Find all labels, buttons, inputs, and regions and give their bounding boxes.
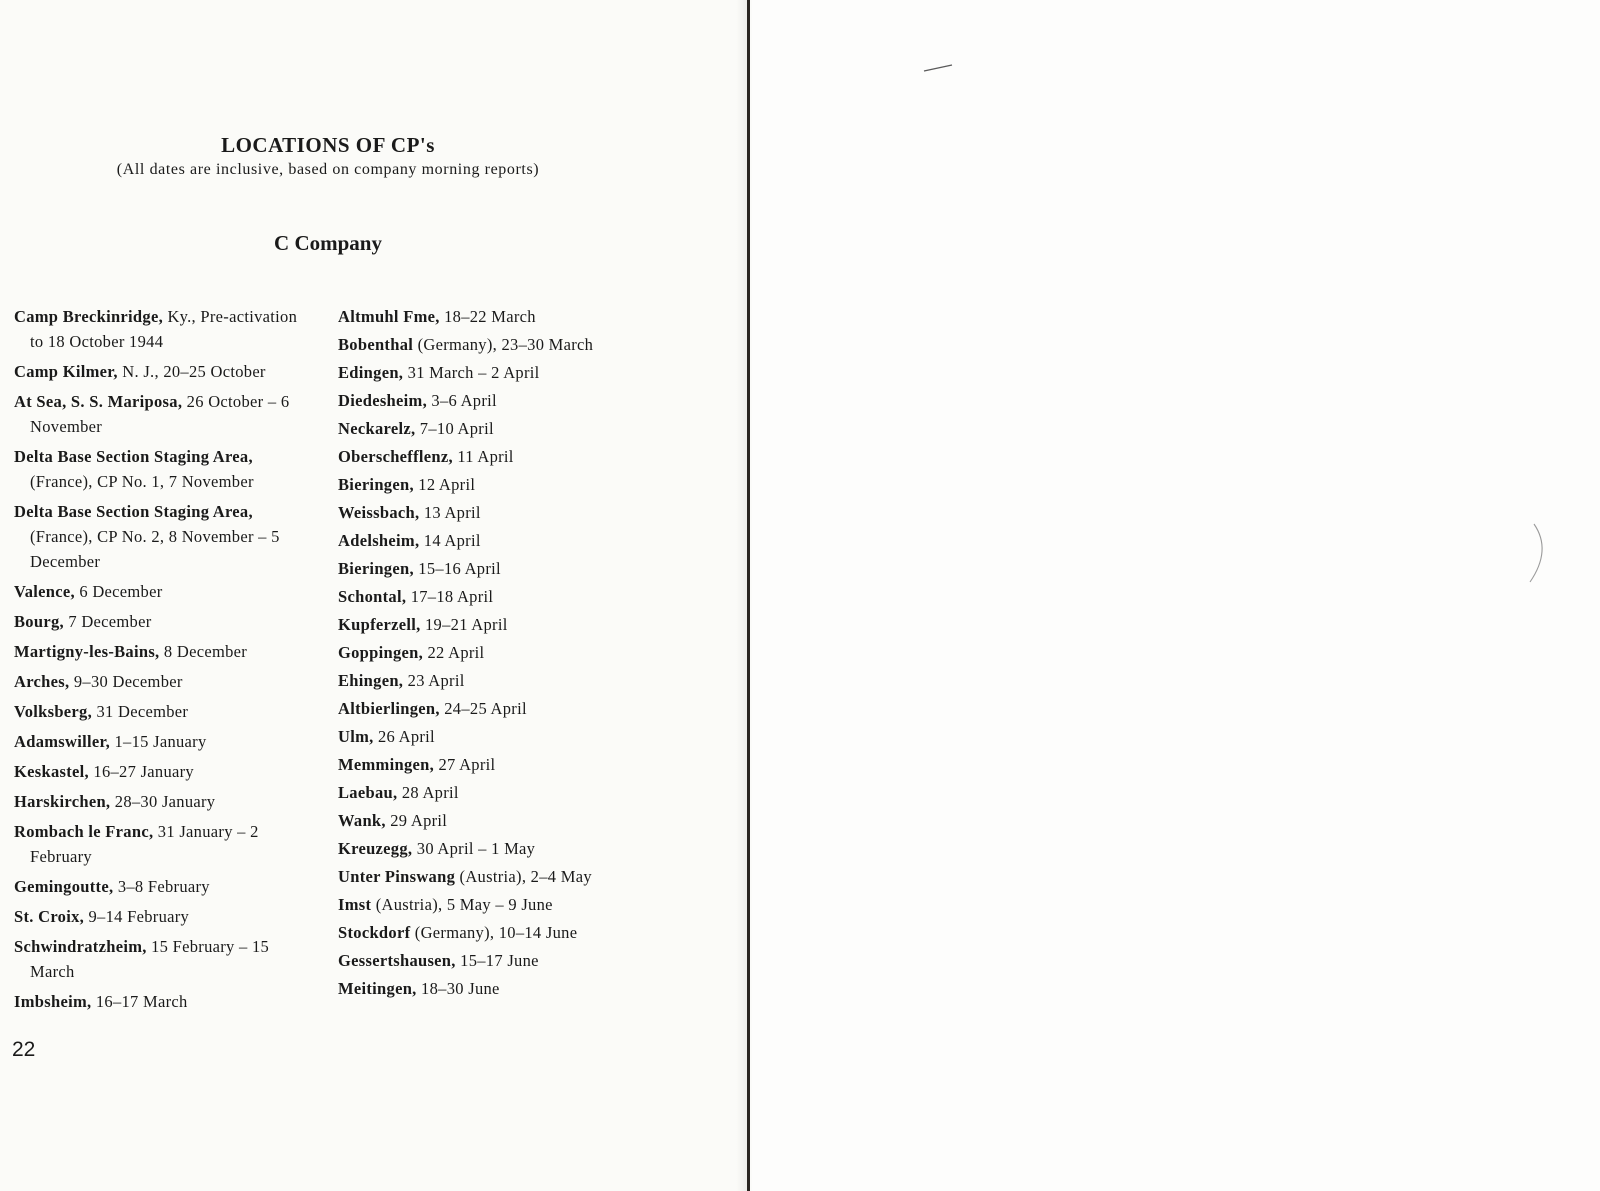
location-entry — [338, 864, 638, 889]
location-detail: 26 October – 6 November — [30, 392, 290, 436]
location-place: Ulm, — [338, 727, 374, 746]
location-detail: 30 April – 1 May — [412, 839, 536, 858]
location-place: Meitingen, — [338, 979, 417, 998]
location-detail: 28 April — [397, 783, 459, 802]
location-place: Kupferzell, — [338, 615, 421, 634]
location-place: Adelsheim, — [338, 531, 420, 550]
location-detail: (France), CP No. 2, 8 November – 5 December — [30, 527, 280, 571]
location-detail: 7 December — [63, 612, 152, 631]
location-entry — [14, 669, 314, 694]
location-place: Keskastel, — [14, 762, 89, 781]
location-entry — [338, 808, 638, 833]
location-place: Valence, — [14, 582, 75, 601]
location-entry — [14, 304, 314, 354]
location-place: Arches, — [14, 672, 70, 691]
location-place: Bieringen, — [338, 559, 414, 578]
location-entry — [14, 789, 314, 814]
location-entry — [14, 934, 314, 984]
location-entry — [14, 609, 314, 634]
location-entry — [338, 752, 638, 777]
company-heading: C Company — [274, 231, 382, 255]
location-place: Adamswiller, — [14, 732, 111, 751]
location-place: Altbierlingen, — [338, 699, 440, 718]
location-place: Martigny-les-Bains, — [14, 642, 160, 661]
location-place: Memmingen, — [338, 755, 435, 774]
location-entry — [338, 892, 638, 917]
location-place: Neckarelz, — [338, 419, 416, 438]
location-entry — [14, 389, 314, 439]
location-detail: 3–6 April — [427, 391, 497, 410]
location-detail: 31 December — [92, 702, 189, 721]
location-detail: 26 April — [373, 727, 435, 746]
location-place: Weissbach, — [338, 503, 420, 522]
location-place: Camp Kilmer, — [14, 362, 118, 381]
location-place: Imbsheim, — [14, 992, 92, 1011]
location-entry — [338, 304, 638, 329]
location-detail: (Austria), 5 May – 9 June — [371, 895, 553, 914]
location-entry — [338, 416, 638, 441]
location-detail: 28–30 January — [110, 792, 216, 811]
location-entry — [338, 780, 638, 805]
pencil-mark — [922, 60, 962, 76]
location-entry — [338, 612, 638, 637]
location-place: St. Croix, — [14, 907, 85, 926]
location-place: Volksberg, — [14, 702, 93, 721]
location-entry — [338, 332, 638, 357]
location-detail: 24–25 April — [439, 699, 527, 718]
location-entry — [14, 699, 314, 724]
page-subtitle: (All dates are inclusive, based on company morning reports) — [116, 161, 540, 178]
location-place: Gemingoutte, — [14, 877, 114, 896]
location-detail: 31 March – 2 April — [403, 363, 540, 382]
location-place: Kreuzegg, — [338, 839, 413, 858]
location-entry — [338, 696, 638, 721]
location-entry — [14, 874, 314, 899]
location-detail: 29 April — [385, 811, 448, 830]
location-detail: 16–27 January — [88, 762, 194, 781]
location-place: Bieringen, — [338, 475, 414, 494]
location-entry — [338, 500, 638, 525]
location-entry — [14, 359, 314, 384]
location-entry — [14, 499, 314, 574]
location-detail: 31 January – 2 February — [30, 822, 259, 866]
location-detail: 3–8 February — [113, 877, 210, 896]
location-place: Schwindratzheim, — [14, 937, 147, 956]
location-detail: (Germany), 10–14 June — [410, 923, 578, 942]
location-place: Unter Pinswang — [338, 867, 456, 886]
location-place: Camp Breckinridge, — [14, 307, 164, 326]
location-detail: (France), CP No. 1, 7 November — [30, 472, 254, 491]
location-detail: 8 December — [159, 642, 248, 661]
location-entry — [338, 640, 638, 665]
location-detail: 15–16 April — [413, 559, 501, 578]
page-title: LOCATIONS OF CP's — [221, 133, 435, 157]
location-entry — [338, 976, 638, 1001]
location-entry — [14, 759, 314, 784]
location-place: Wank, — [338, 811, 386, 830]
location-place: Schontal, — [338, 587, 407, 606]
location-entry — [338, 472, 638, 497]
location-place: Imst — [338, 895, 372, 914]
location-entry — [338, 668, 638, 693]
location-detail: N. J., 20–25 October — [117, 362, 266, 381]
location-entry — [338, 444, 638, 469]
location-place: Delta Base Section Staging Area, — [14, 447, 253, 466]
spine-shadow — [736, 0, 747, 1191]
location-entry — [14, 579, 314, 604]
location-entry — [338, 920, 638, 945]
right-page-blank — [752, 0, 1600, 1191]
location-place: Bourg, — [14, 612, 64, 631]
location-detail: 15 February – 15 March — [30, 937, 270, 981]
location-detail: (Austria), 2–4 May — [455, 867, 592, 886]
book-spine — [747, 0, 750, 1191]
paper-crease-mark — [1522, 520, 1562, 590]
location-entry — [338, 836, 638, 861]
page-number: 22 — [12, 1038, 36, 1061]
location-detail: 15–17 June — [455, 951, 539, 970]
location-entry — [338, 360, 638, 385]
location-place: Ehingen, — [338, 671, 404, 690]
location-detail: Ky., Pre-activation to 18 October 1944 — [30, 307, 298, 351]
location-place: Altmuhl Fme, — [338, 307, 440, 326]
location-place: Bobenthal — [338, 335, 414, 354]
location-place: Goppingen, — [338, 643, 424, 662]
location-detail: 27 April — [434, 755, 496, 774]
location-entry — [338, 584, 638, 609]
location-place: Harskirchen, — [14, 792, 111, 811]
location-detail: 18–30 June — [416, 979, 500, 998]
location-detail: 17–18 April — [406, 587, 494, 606]
location-detail: 16–17 March — [91, 992, 188, 1011]
location-detail: 11 April — [452, 447, 514, 466]
location-entry — [14, 639, 314, 664]
location-detail: 22 April — [423, 643, 485, 662]
locations-column-left — [14, 304, 314, 1019]
location-entry — [338, 388, 638, 413]
location-entry — [338, 724, 638, 749]
location-detail: 1–15 January — [110, 732, 207, 751]
location-place: Diedesheim, — [338, 391, 427, 410]
location-entry — [14, 989, 314, 1014]
location-detail: 19–21 April — [420, 615, 508, 634]
location-entry — [14, 729, 314, 754]
location-detail: 9–14 February — [84, 907, 190, 926]
location-entry — [338, 948, 638, 973]
location-detail: 14 April — [419, 531, 481, 550]
location-place: Oberschefflenz, — [338, 447, 453, 466]
location-detail: 6 December — [74, 582, 163, 601]
location-detail: 18–22 March — [439, 307, 536, 326]
location-entry — [14, 904, 314, 929]
location-entry — [14, 444, 314, 494]
location-place: Laebau, — [338, 783, 398, 802]
location-place: Gessertshausen, — [338, 951, 456, 970]
location-entry — [14, 819, 314, 869]
location-detail: 9–30 December — [69, 672, 183, 691]
location-place: Edingen, — [338, 363, 404, 382]
location-detail: 7–10 April — [415, 419, 494, 438]
location-detail: 23 April — [403, 671, 465, 690]
location-place: Rombach le Franc, — [14, 822, 154, 841]
left-page — [0, 0, 748, 1191]
location-entry — [338, 528, 638, 553]
location-detail: 13 April — [419, 503, 481, 522]
location-detail: (Germany), 23–30 March — [413, 335, 594, 354]
locations-column-right — [338, 304, 638, 1004]
location-place: At Sea, S. S. Mariposa, — [14, 392, 183, 411]
location-detail: 12 April — [413, 475, 476, 494]
location-place: Stockdorf — [338, 923, 411, 942]
location-entry — [338, 556, 638, 581]
location-place: Delta Base Section Staging Area, — [14, 502, 253, 521]
